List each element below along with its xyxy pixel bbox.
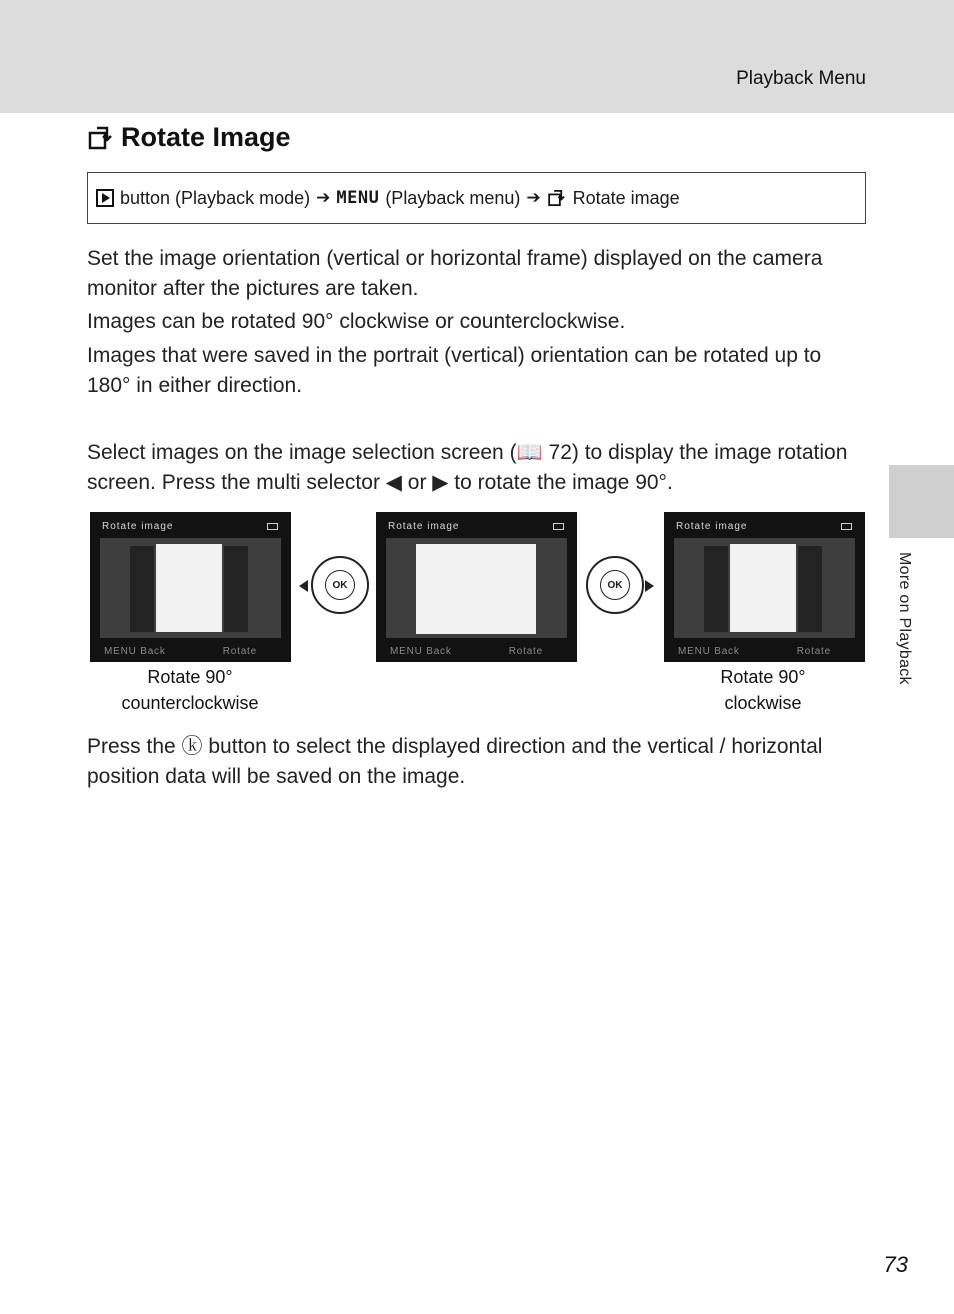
- image-area: [674, 538, 855, 638]
- rotate-label: Rotate: [796, 646, 831, 657]
- paragraph-2: Images can be rotated 90° clockwise or counterclockwise.: [87, 310, 626, 333]
- rotated-photo: [730, 544, 796, 632]
- screen-footer: [376, 638, 577, 662]
- right-arrow-icon: [645, 580, 654, 592]
- back-label: MENU Back: [678, 646, 740, 657]
- camera-screen-original: [376, 512, 577, 662]
- back-label: MENU Back: [390, 646, 452, 657]
- image-area: [386, 538, 567, 638]
- left-arrow-icon: [299, 580, 308, 592]
- paragraph-4: Select images on the image selection screen (📖 72) to display the image rotation screen. Press the multi selector ◀ or ▶ to rotate the image 90°.: [87, 441, 848, 494]
- paragraph-1: Set the image orientation (vertical or horizontal frame) displayed on the camera monitor after the pictures are taken.: [87, 247, 823, 300]
- battery-icon: [841, 523, 852, 530]
- ok-button-icon: OK: [325, 570, 355, 600]
- section-name: Playback Menu: [736, 68, 866, 89]
- side-tab-label: More on Playback: [896, 552, 913, 685]
- rotate-label: Rotate: [222, 646, 257, 657]
- frame-bar: [224, 546, 248, 632]
- image-area: [100, 538, 281, 638]
- original-photo: [416, 544, 536, 634]
- screen-footer: [90, 638, 291, 662]
- menu-path-part1: button (Playback mode): [120, 187, 311, 208]
- battery-icon: [267, 523, 278, 530]
- menu-path-arrow-1: ➔: [316, 188, 331, 207]
- rotated-photo: [156, 544, 222, 632]
- menu-button-icon: MENU: [336, 188, 380, 208]
- side-tab: [889, 465, 954, 538]
- paragraph-3: Images that were saved in the portrait (vertical) orientation can be rotated up to 180° in either direction.: [87, 344, 822, 397]
- rotate-image-icon: [547, 188, 567, 208]
- frame-bar: [704, 546, 728, 632]
- frame-bar: [798, 546, 822, 632]
- paragraph-5: Press the ⓚ button to select the displayed direction and the vertical / horizontal position data will be saved on the image.: [87, 735, 823, 788]
- multi-selector-icon: [586, 556, 644, 614]
- screen-title: Rotate image: [676, 521, 748, 532]
- frame-bar: [130, 546, 154, 632]
- menu-path-part2: (Playback menu): [385, 187, 521, 208]
- header-band: [0, 0, 954, 113]
- rotate-image-icon: [87, 124, 115, 152]
- screen-title: Rotate image: [388, 521, 460, 532]
- menu-path-part3: Rotate image: [572, 187, 680, 208]
- menu-path-box: [87, 172, 866, 224]
- battery-icon: [553, 523, 564, 530]
- caption-clockwise: Rotate 90° clockwise: [720, 667, 806, 713]
- screen-footer: [664, 638, 865, 662]
- playback-button-icon: [96, 189, 114, 207]
- rotate-label: Rotate: [508, 646, 543, 657]
- page-number: 73: [883, 1252, 908, 1277]
- camera-screen-cw: [664, 512, 865, 662]
- back-label: MENU Back: [104, 646, 166, 657]
- multi-selector-icon: [311, 556, 369, 614]
- page-title-text: Rotate Image: [121, 122, 291, 152]
- menu-path-arrow-2: ➔: [526, 188, 541, 207]
- ok-button-icon: OK: [600, 570, 630, 600]
- screen-title: Rotate image: [102, 521, 174, 532]
- page-title: [87, 122, 291, 153]
- camera-screen-ccw: [90, 512, 291, 662]
- caption-counterclockwise: Rotate 90° counterclockwise: [121, 667, 259, 713]
